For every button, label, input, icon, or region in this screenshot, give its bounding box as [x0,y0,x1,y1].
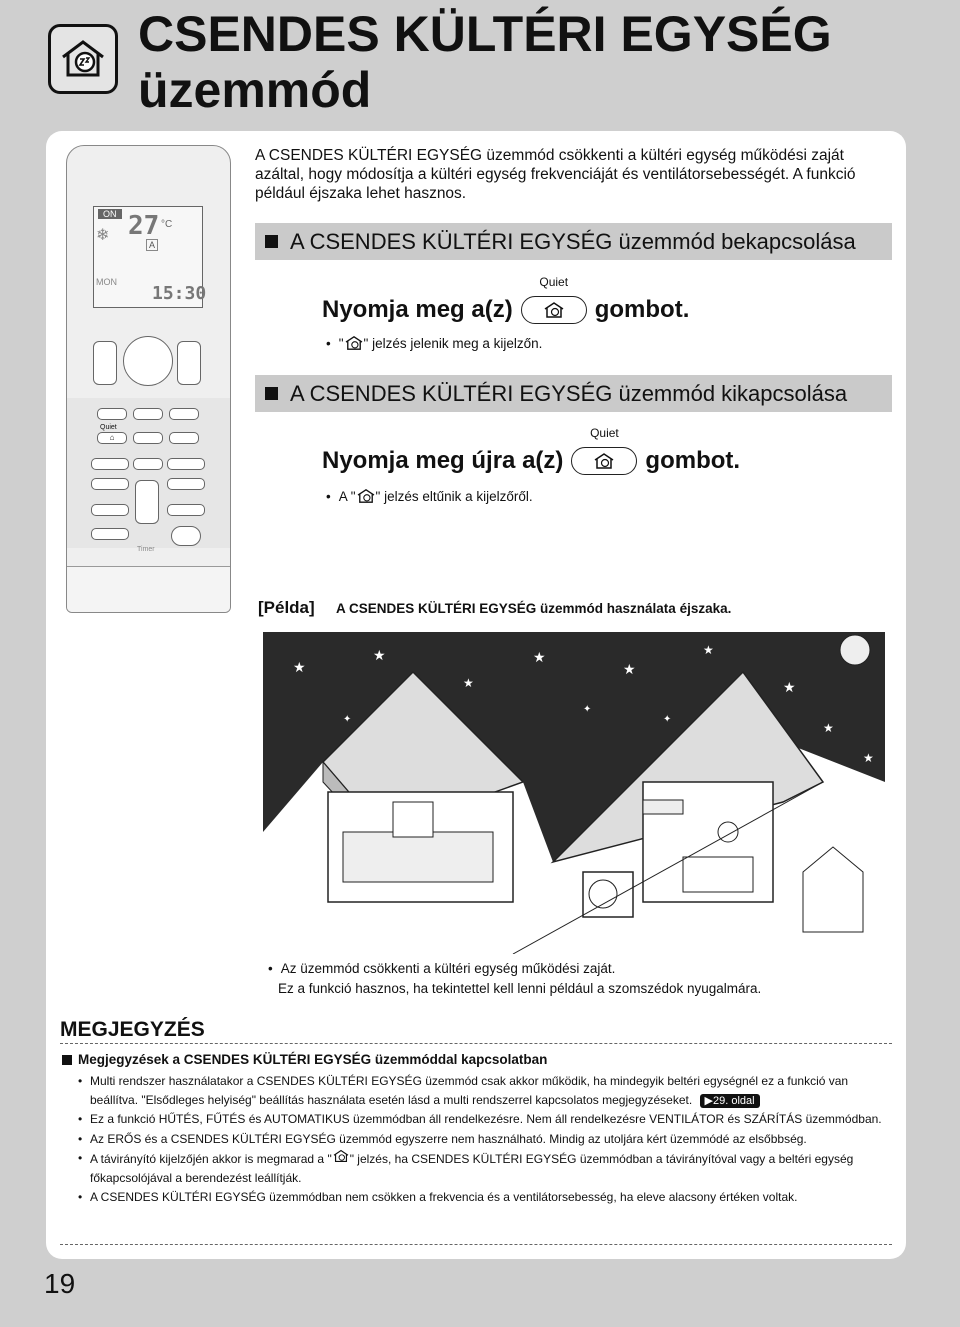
remote-lower-section [67,398,230,548]
svg-text:✦: ✦ [343,714,352,725]
remote-button[interactable] [97,408,127,420]
scene-note: • Az üzemmód csökkenti a kültéri egység működési zaját. Ez a funkció hasznos, ha tekintettel kell lenni például a szomszédok nyugalmára. [268,961,762,996]
remote-button[interactable] [133,432,163,444]
remote-timer-adjust-button[interactable] [135,480,159,524]
quiet-house-icon [593,452,615,470]
section-heading-on [255,223,892,260]
bed [343,832,493,882]
desk [683,857,753,892]
divider [60,1244,892,1245]
notes-subheading-text: Megjegyzések a CSENDES KÜLTÉRI EGYSÉG üzemmóddal kapcsolatban [78,1052,548,1067]
list-item: • Az ERŐS és a CSENDES KÜLTÉRI EGYSÉG üzemmód egyszerre nem használható. Mindig az utoljára kért üzemmódé az elsőbbség. [78,1130,898,1149]
intro-text: A CSENDES KÜLTÉRI EGYSÉG üzemmód csökkenti a kültéri egység működési zaját azáltal, hogy módosítja a kültéri egység frekvenciáját és ventilátorsebességét. A funkció például éjszaka lehet hasznos. [255,147,856,202]
remote-power-button[interactable] [123,336,173,386]
press-instruction-on [322,275,690,324]
example-label: [Példa] [258,598,315,617]
page-reference-link[interactable]: ▶29. oldal [700,1094,760,1108]
remote-button[interactable] [167,478,205,490]
auto-mode-label: A [146,239,158,251]
page-title [138,6,832,118]
svg-text:★: ★ [783,679,796,695]
section-heading-off-text: A CSENDES KÜLTÉRI EGYSÉG üzemmód kikapcsolása [290,380,848,406]
svg-text:★: ★ [863,751,874,765]
crib [393,802,433,837]
remote-controller [66,145,231,613]
quiet-house-icon [344,335,364,351]
press-instruction-off [322,426,741,475]
note-prefix: A " [338,488,356,504]
square-bullet-icon [265,387,278,400]
notes-subheading [62,1052,547,1067]
divider [60,1043,892,1044]
quiet-house-icon [59,39,107,79]
temp-unit: °C [161,219,173,230]
press-prefix: Nyomja meg a(z) [322,296,513,323]
quiet-button[interactable] [571,426,637,475]
indicator-off-note: • A " " jelzés eltűnik a kijelzőről. [326,488,533,504]
indoor-unit [643,800,683,814]
svg-text:★: ★ [463,676,474,690]
note-suffix: " jelzés eltűnik a kijelzőről. [375,488,533,504]
notes-list [78,1072,898,1208]
quiet-button[interactable] [521,275,587,324]
press-prefix: Nyomja meg újra a(z) [322,447,564,474]
remote-button[interactable] [91,528,129,540]
remote-button[interactable] [91,504,129,516]
list-item: • A CSENDES KÜLTÉRI EGYSÉG üzemmódban nem csökken a frekvencia és a ventilátorsebesség, ha eleve alacsony értéken voltak. [78,1188,898,1207]
remote-button[interactable] [171,526,201,546]
remote-button[interactable] [91,458,129,470]
list-item: • Multi rendszer használatakor a CSENDES KÜLTÉRI EGYSÉG üzemmód csak akkor működik, ha mindegyik beltéri egységnél ez a funkció van beállítva. "Elsődleges helyiség" beállítás használata esetén lásd a multi rendszerrel kapcsolatos megjegyzéseket. ▶29. oldal [78,1072,898,1109]
note-prefix: " [338,335,344,351]
square-bullet-icon [265,235,278,248]
quiet-button-label: Quiet [590,426,619,440]
list-item: • A távirányító kijelzőjén akkor is megmarad a " " jelzés, ha CSENDES KÜLTÉRI EGYSÉG üzemmódban a távirányítóval vagy a beltéri egység főkapcsolójával a berendezést leállítják. [78,1149,898,1187]
remote-button[interactable] [167,458,205,470]
section-heading-off [255,375,892,412]
remote-button[interactable] [133,408,163,420]
day-readout: MON [96,277,117,287]
cool-mode-icon: ❄ [96,227,110,244]
remote-button[interactable] [167,504,205,516]
svg-text:★: ★ [533,649,546,665]
title-line1: CSENDES KÜLTÉRI EGYSÉG [138,6,832,62]
quiet-mode-title-icon [48,24,118,94]
title-line2: üzemmód [138,62,372,118]
remote-button[interactable] [169,432,199,444]
remote-quiet-button[interactable]: ⌂ [97,432,127,444]
temp-readout: 27 [128,211,160,241]
svg-text:★: ★ [293,659,306,675]
list-item: • Ez a funkció HŰTÉS, FŰTÉS és AUTOMATIKUS üzemmódban áll rendelkezésre. Nem áll rendelkezésre VENTILÁTOR és SZÁRÍTÁS üzemmódban. [78,1110,898,1129]
scene-note-line1: Az üzemmód csökkenti a kültéri egység működési zaját. [280,961,616,976]
scene-note-line2: Ez a funkció hasznos, ha tekintettel kell lenni például a szomszédok nyugalmára. [278,981,762,996]
svg-text:★: ★ [623,661,636,677]
time-readout: 15:30 [152,283,207,304]
quiet-house-icon [356,488,376,504]
quiet-house-icon [543,301,565,319]
remote-display [93,206,207,308]
example-text: A CSENDES KÜLTÉRI EGYSÉG üzemmód használata éjszaka. [336,601,732,616]
quiet-button-label: Quiet [539,275,569,289]
moon-icon [840,635,870,665]
square-bullet-icon [62,1055,72,1065]
svg-text:★: ★ [373,647,386,663]
quiet-house-icon [332,1149,350,1163]
remote-quiet-label: Quiet [100,424,117,431]
svg-text:✦: ✦ [583,704,592,715]
svg-text:✦: ✦ [663,714,672,725]
svg-text:★: ★ [823,721,834,735]
outdoor-unit [583,872,633,917]
svg-text:★: ★ [703,643,714,657]
remote-temp-button[interactable] [93,341,117,385]
remote-fan-button[interactable] [177,341,201,385]
remote-button[interactable] [133,458,163,470]
section-heading-on-text: A CSENDES KÜLTÉRI EGYSÉG üzemmód bekapcsolása [290,228,856,254]
remote-button[interactable] [169,408,199,420]
remote-timer-label: Timer [137,546,155,553]
indicator-on-note: • " " jelzés jelenik meg a kijelzőn. [326,335,543,351]
on-indicator: ON [98,209,122,219]
page-number: 19 [44,1268,76,1299]
remote-button[interactable] [91,478,129,490]
notes-heading: MEGJEGYZÉS [60,1018,205,1041]
night-scene-illustration [263,632,885,954]
press-suffix: gombot. [594,296,690,323]
remote-cover [67,566,230,613]
press-suffix: gombot. [645,447,741,474]
note-suffix: " jelzés jelenik meg a kijelzőn. [363,335,543,351]
